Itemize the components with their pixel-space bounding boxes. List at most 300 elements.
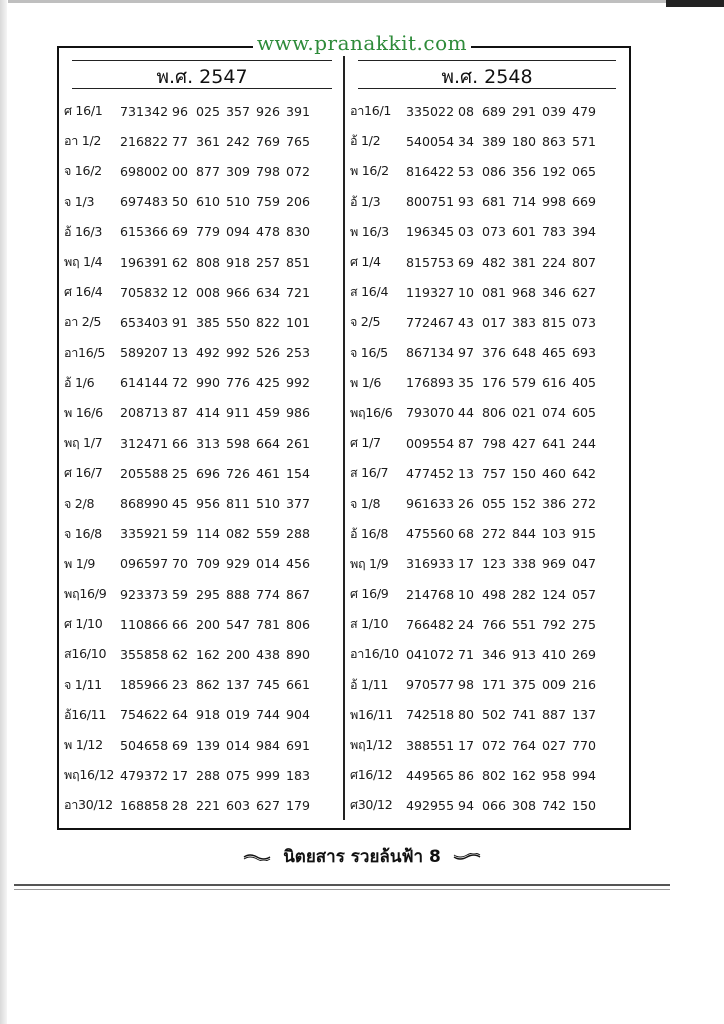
three-digit: 492 (196, 345, 221, 361)
three-digit: 066 (482, 797, 507, 813)
draw-date: พ16/11 (350, 706, 393, 722)
first-prize: 589207 (120, 345, 169, 361)
table-row (64, 277, 340, 307)
two-digit: 91 (172, 314, 189, 330)
three-digit: 709 (196, 556, 221, 572)
table-row (64, 458, 340, 488)
first-prize: 614144 (120, 375, 169, 391)
three-digit: 956 (196, 496, 221, 512)
draw-date: อ้16/11 (64, 706, 107, 722)
draw-date: พฤ 1/4 (64, 254, 103, 270)
three-digit: 072 (482, 737, 507, 753)
three-digit: 510 (256, 496, 281, 512)
three-digit: 510 (226, 194, 251, 210)
table-row (350, 247, 624, 277)
two-digit: 77 (172, 133, 189, 149)
two-digit: 59 (172, 526, 189, 542)
table-row (350, 368, 624, 398)
three-digit: 915 (572, 526, 597, 542)
three-digit: 807 (572, 254, 597, 270)
table-row (64, 730, 340, 760)
three-digit: 888 (226, 586, 251, 602)
three-digit: 073 (482, 224, 507, 240)
two-digit: 72 (172, 375, 189, 391)
three-digit: 346 (482, 646, 507, 662)
three-digit: 968 (512, 284, 537, 300)
table-row (64, 187, 340, 217)
three-digit: 616 (542, 375, 567, 391)
three-digit: 389 (482, 133, 507, 149)
three-digit: 272 (482, 526, 507, 542)
three-digit: 124 (542, 586, 567, 602)
two-digit: 43 (458, 314, 475, 330)
three-digit: 461 (256, 465, 281, 481)
three-digit: 689 (482, 103, 507, 119)
two-digit: 28 (172, 797, 189, 813)
table-row (64, 398, 340, 428)
table-row (350, 458, 624, 488)
three-digit: 139 (196, 737, 221, 753)
two-digit: 94 (458, 797, 475, 813)
three-digit: 911 (226, 405, 251, 421)
two-digit: 69 (172, 224, 189, 240)
three-digit: 356 (512, 163, 537, 179)
three-digit: 806 (482, 405, 507, 421)
first-prize: 540054 (406, 133, 455, 149)
three-digit: 216 (572, 677, 597, 693)
draw-date: อา16/1 (350, 103, 392, 119)
table-row (350, 579, 624, 609)
three-digit: 851 (286, 254, 311, 270)
first-prize: 742518 (406, 707, 455, 723)
three-digit: 806 (286, 616, 311, 632)
three-digit: 176 (482, 375, 507, 391)
table-row (64, 156, 340, 186)
three-digit: 815 (542, 314, 567, 330)
three-digit: 693 (572, 345, 597, 361)
three-digit: 269 (572, 646, 597, 662)
draw-date: จ 2/5 (350, 314, 381, 330)
three-digit: 664 (256, 435, 281, 451)
table-row (350, 700, 624, 730)
first-prize: 168858 (120, 797, 169, 813)
three-digit: 460 (542, 465, 567, 481)
table-row (350, 96, 624, 126)
two-digit: 23 (172, 677, 189, 693)
first-prize: 754622 (120, 707, 169, 723)
first-prize: 867134 (406, 345, 455, 361)
three-digit: 792 (542, 616, 567, 632)
three-digit: 200 (196, 616, 221, 632)
table-row (64, 428, 340, 458)
first-prize: 388551 (406, 737, 455, 753)
first-prize: 970577 (406, 677, 455, 693)
three-digit: 783 (542, 224, 567, 240)
three-digit: 086 (482, 163, 507, 179)
draw-date: ส 16/7 (350, 465, 389, 481)
three-digit: 171 (482, 677, 507, 693)
draw-date: จ 16/2 (64, 163, 102, 179)
three-digit: 926 (256, 103, 281, 119)
table-row (350, 156, 624, 186)
three-digit: 992 (226, 345, 251, 361)
three-digit: 918 (226, 254, 251, 270)
draw-date: จ 1/8 (350, 495, 381, 511)
first-prize: 479372 (120, 767, 169, 783)
draw-date: ศ 1/4 (350, 254, 381, 270)
table-row (64, 307, 340, 337)
three-digit: 288 (286, 526, 311, 542)
three-digit: 391 (286, 103, 311, 119)
scan-left-edge (0, 0, 7, 1024)
three-digit: 179 (286, 797, 311, 813)
three-digit: 425 (256, 375, 281, 391)
draw-date: พ 16/6 (64, 404, 103, 420)
three-digit: 770 (572, 737, 597, 753)
draw-date: พฤ16/6 (350, 404, 393, 420)
table-row (64, 247, 340, 277)
three-digit: 726 (226, 465, 251, 481)
three-digit: 765 (286, 133, 311, 149)
three-digit: 017 (482, 314, 507, 330)
draw-date: ส16/10 (64, 646, 107, 662)
three-digit: 073 (572, 314, 597, 330)
three-digit: 074 (542, 405, 567, 421)
draw-date: พฤ16/12 (64, 767, 115, 783)
three-digit: 162 (512, 767, 537, 783)
draw-date: จ 2/8 (64, 495, 95, 511)
three-digit: 288 (196, 767, 221, 783)
three-digit: 913 (512, 646, 537, 662)
scan-corner-mark (666, 0, 724, 7)
three-digit: 154 (286, 465, 311, 481)
first-prize: 766482 (406, 616, 455, 632)
draw-date: ศ30/12 (350, 797, 393, 813)
three-digit: 742 (542, 797, 567, 813)
three-digit: 291 (512, 103, 537, 119)
three-digit: 598 (226, 435, 251, 451)
three-digit: 547 (226, 616, 251, 632)
first-prize: 815753 (406, 254, 455, 270)
year-header (64, 56, 340, 90)
two-digit: 10 (458, 284, 475, 300)
three-digit: 137 (226, 677, 251, 693)
draw-date: อา16/5 (64, 344, 106, 360)
two-digit: 34 (458, 133, 475, 149)
first-prize: 923373 (120, 586, 169, 602)
three-digit: 150 (512, 465, 537, 481)
two-digit: 98 (458, 677, 475, 693)
three-digit: 014 (256, 556, 281, 572)
table-row (64, 760, 340, 790)
three-digit: 375 (512, 677, 537, 693)
two-digit: 64 (172, 707, 189, 723)
draw-date: อ้ 1/2 (350, 133, 381, 149)
draw-date: พ 16/3 (350, 223, 389, 239)
draw-date: พฤ 1/9 (350, 555, 389, 571)
three-digit: 502 (482, 707, 507, 723)
draw-date: พ 16/2 (350, 163, 389, 179)
three-digit: 648 (512, 345, 537, 361)
table-row (350, 217, 624, 247)
draw-date: อา 1/2 (64, 133, 102, 149)
three-digit: 994 (572, 767, 597, 783)
year-title: พ.ศ. 2548 (441, 66, 533, 88)
three-digit: 257 (256, 254, 281, 270)
draw-rows (64, 96, 340, 821)
table-row (64, 338, 340, 368)
table-row (64, 217, 340, 247)
draw-date: พฤ1/12 (350, 737, 393, 753)
first-prize: 355858 (120, 646, 169, 662)
two-digit: 66 (172, 616, 189, 632)
three-digit: 661 (286, 677, 311, 693)
two-digit: 13 (458, 465, 475, 481)
first-prize: 216822 (120, 133, 169, 149)
three-digit: 741 (512, 707, 537, 723)
two-digit: 10 (458, 586, 475, 602)
three-digit: 863 (542, 133, 567, 149)
ornament-right-icon (453, 853, 481, 861)
three-digit: 244 (572, 435, 597, 451)
three-digit: 781 (256, 616, 281, 632)
two-digit: 44 (458, 405, 475, 421)
first-prize: 504658 (120, 737, 169, 753)
three-digit: 206 (286, 194, 311, 210)
table-row (64, 368, 340, 398)
two-digit: 69 (458, 254, 475, 270)
table-row (64, 670, 340, 700)
three-digit: 021 (512, 405, 537, 421)
three-digit: 137 (572, 707, 597, 723)
table-row (350, 730, 624, 760)
header-line-top (72, 60, 332, 61)
two-digit: 62 (172, 646, 189, 662)
scan-top-edge (8, 0, 724, 3)
draw-date: อา16/10 (350, 646, 399, 662)
three-digit: 346 (542, 284, 567, 300)
table-row (64, 96, 340, 126)
three-digit: 887 (542, 707, 567, 723)
three-digit: 103 (542, 526, 567, 542)
column-divider (343, 56, 345, 820)
year-column-2547 (64, 56, 340, 821)
table-row (350, 639, 624, 669)
three-digit: 150 (572, 797, 597, 813)
three-digit: 438 (256, 646, 281, 662)
year-column-2548 (350, 56, 624, 821)
first-prize: 800751 (406, 194, 455, 210)
table-row (64, 126, 340, 156)
table-row (64, 488, 340, 518)
two-digit: 17 (458, 556, 475, 572)
two-digit: 50 (172, 194, 189, 210)
three-digit: 526 (256, 345, 281, 361)
three-digit: 929 (226, 556, 251, 572)
three-digit: 183 (286, 767, 311, 783)
table-row (350, 549, 624, 579)
three-digit: 603 (226, 797, 251, 813)
two-digit: 80 (458, 707, 475, 723)
table-row (64, 549, 340, 579)
three-digit: 904 (286, 707, 311, 723)
draw-date: ศ16/12 (350, 767, 393, 783)
table-row (350, 187, 624, 217)
three-digit: 579 (512, 375, 537, 391)
draw-date: ศ 16/7 (64, 465, 103, 481)
three-digit: 479 (572, 103, 597, 119)
three-digit: 627 (256, 797, 281, 813)
three-digit: 114 (196, 526, 221, 542)
three-digit: 465 (542, 345, 567, 361)
two-digit: 70 (172, 556, 189, 572)
three-digit: 478 (256, 224, 281, 240)
two-digit: 00 (172, 163, 189, 179)
first-prize: 176893 (406, 375, 455, 391)
first-prize: 449565 (406, 767, 455, 783)
two-digit: 71 (458, 646, 475, 662)
draw-date: อา30/12 (64, 797, 113, 813)
three-digit: 986 (286, 405, 311, 421)
three-digit: 990 (196, 375, 221, 391)
first-prize: 208713 (120, 405, 169, 421)
three-digit: 482 (482, 254, 507, 270)
first-prize: 119327 (406, 284, 455, 300)
table-row (350, 609, 624, 639)
page-bottom-rule (14, 884, 670, 886)
two-digit: 68 (458, 526, 475, 542)
two-digit: 97 (458, 345, 475, 361)
three-digit: 180 (512, 133, 537, 149)
three-digit: 774 (256, 586, 281, 602)
three-digit: 361 (196, 133, 221, 149)
three-digit: 377 (286, 496, 311, 512)
three-digit: 385 (196, 314, 221, 330)
first-prize: 793070 (406, 405, 455, 421)
three-digit: 456 (286, 556, 311, 572)
three-digit: 025 (196, 103, 221, 119)
three-digit: 386 (542, 496, 567, 512)
first-prize: 772467 (406, 314, 455, 330)
first-prize: 475560 (406, 526, 455, 542)
table-row (350, 519, 624, 549)
three-digit: 381 (512, 254, 537, 270)
first-prize: 868990 (120, 496, 169, 512)
three-digit: 984 (256, 737, 281, 753)
header-line-top (358, 60, 616, 61)
two-digit: 17 (458, 737, 475, 753)
first-prize: 096597 (120, 556, 169, 572)
three-digit: 057 (572, 586, 597, 602)
first-prize: 196345 (406, 224, 455, 240)
draw-rows (350, 96, 624, 821)
header-line-bottom (358, 88, 616, 89)
first-prize: 697483 (120, 194, 169, 210)
three-digit: 162 (196, 646, 221, 662)
table-row (350, 428, 624, 458)
three-digit: 551 (512, 616, 537, 632)
three-digit: 081 (482, 284, 507, 300)
first-prize: 316933 (406, 556, 455, 572)
first-prize: 731342 (120, 103, 169, 119)
three-digit: 224 (542, 254, 567, 270)
two-digit: 03 (458, 224, 475, 240)
first-prize: 110866 (120, 616, 169, 632)
three-digit: 759 (256, 194, 281, 210)
first-prize: 041072 (406, 646, 455, 662)
three-digit: 867 (286, 586, 311, 602)
table-row (350, 670, 624, 700)
three-digit: 811 (226, 496, 251, 512)
three-digit: 769 (256, 133, 281, 149)
three-digit: 405 (572, 375, 597, 391)
three-digit: 275 (572, 616, 597, 632)
three-digit: 308 (512, 797, 537, 813)
first-prize: 492955 (406, 797, 455, 813)
first-prize: 009554 (406, 435, 455, 451)
three-digit: 641 (542, 435, 567, 451)
first-prize: 205588 (120, 465, 169, 481)
three-digit: 757 (482, 465, 507, 481)
draw-date: อ้ 16/8 (350, 525, 389, 541)
draw-date: อา 2/5 (64, 314, 102, 330)
first-prize: 615366 (120, 224, 169, 240)
first-prize: 698002 (120, 163, 169, 179)
three-digit: 008 (196, 284, 221, 300)
draw-date: จ 16/5 (350, 344, 388, 360)
two-digit: 86 (458, 767, 475, 783)
three-digit: 027 (542, 737, 567, 753)
three-digit: 992 (286, 375, 311, 391)
three-digit: 075 (226, 767, 251, 783)
three-digit: 295 (196, 586, 221, 602)
three-digit: 696 (196, 465, 221, 481)
two-digit: 87 (172, 405, 189, 421)
three-digit: 681 (482, 194, 507, 210)
three-digit: 691 (286, 737, 311, 753)
table-row (64, 519, 340, 549)
two-digit: 13 (172, 345, 189, 361)
three-digit: 014 (226, 737, 251, 753)
draw-date: ศ 16/9 (350, 586, 389, 602)
two-digit: 45 (172, 496, 189, 512)
three-digit: 253 (286, 345, 311, 361)
page-bottom-rule-thin (14, 889, 670, 890)
draw-date: จ 1/3 (64, 193, 95, 209)
table-row (350, 488, 624, 518)
first-prize: 961633 (406, 496, 455, 512)
draw-date: ศ 1/10 (64, 616, 103, 632)
three-digit: 890 (286, 646, 311, 662)
three-digit: 714 (512, 194, 537, 210)
three-digit: 766 (482, 616, 507, 632)
three-digit: 627 (572, 284, 597, 300)
draw-date: ส 1/10 (350, 616, 389, 632)
three-digit: 559 (256, 526, 281, 542)
draw-date: จ 16/8 (64, 525, 102, 541)
three-digit: 998 (542, 194, 567, 210)
three-digit: 055 (482, 496, 507, 512)
year-title: พ.ศ. 2547 (156, 66, 248, 88)
draw-date: อ้ 1/3 (350, 193, 381, 209)
draw-date: พ 1/9 (64, 555, 96, 571)
first-prize: 477452 (406, 465, 455, 481)
draw-date: ส 16/4 (350, 284, 389, 300)
three-digit: 094 (226, 224, 251, 240)
table-row (350, 338, 624, 368)
three-digit: 669 (572, 194, 597, 210)
table-row (350, 790, 624, 820)
